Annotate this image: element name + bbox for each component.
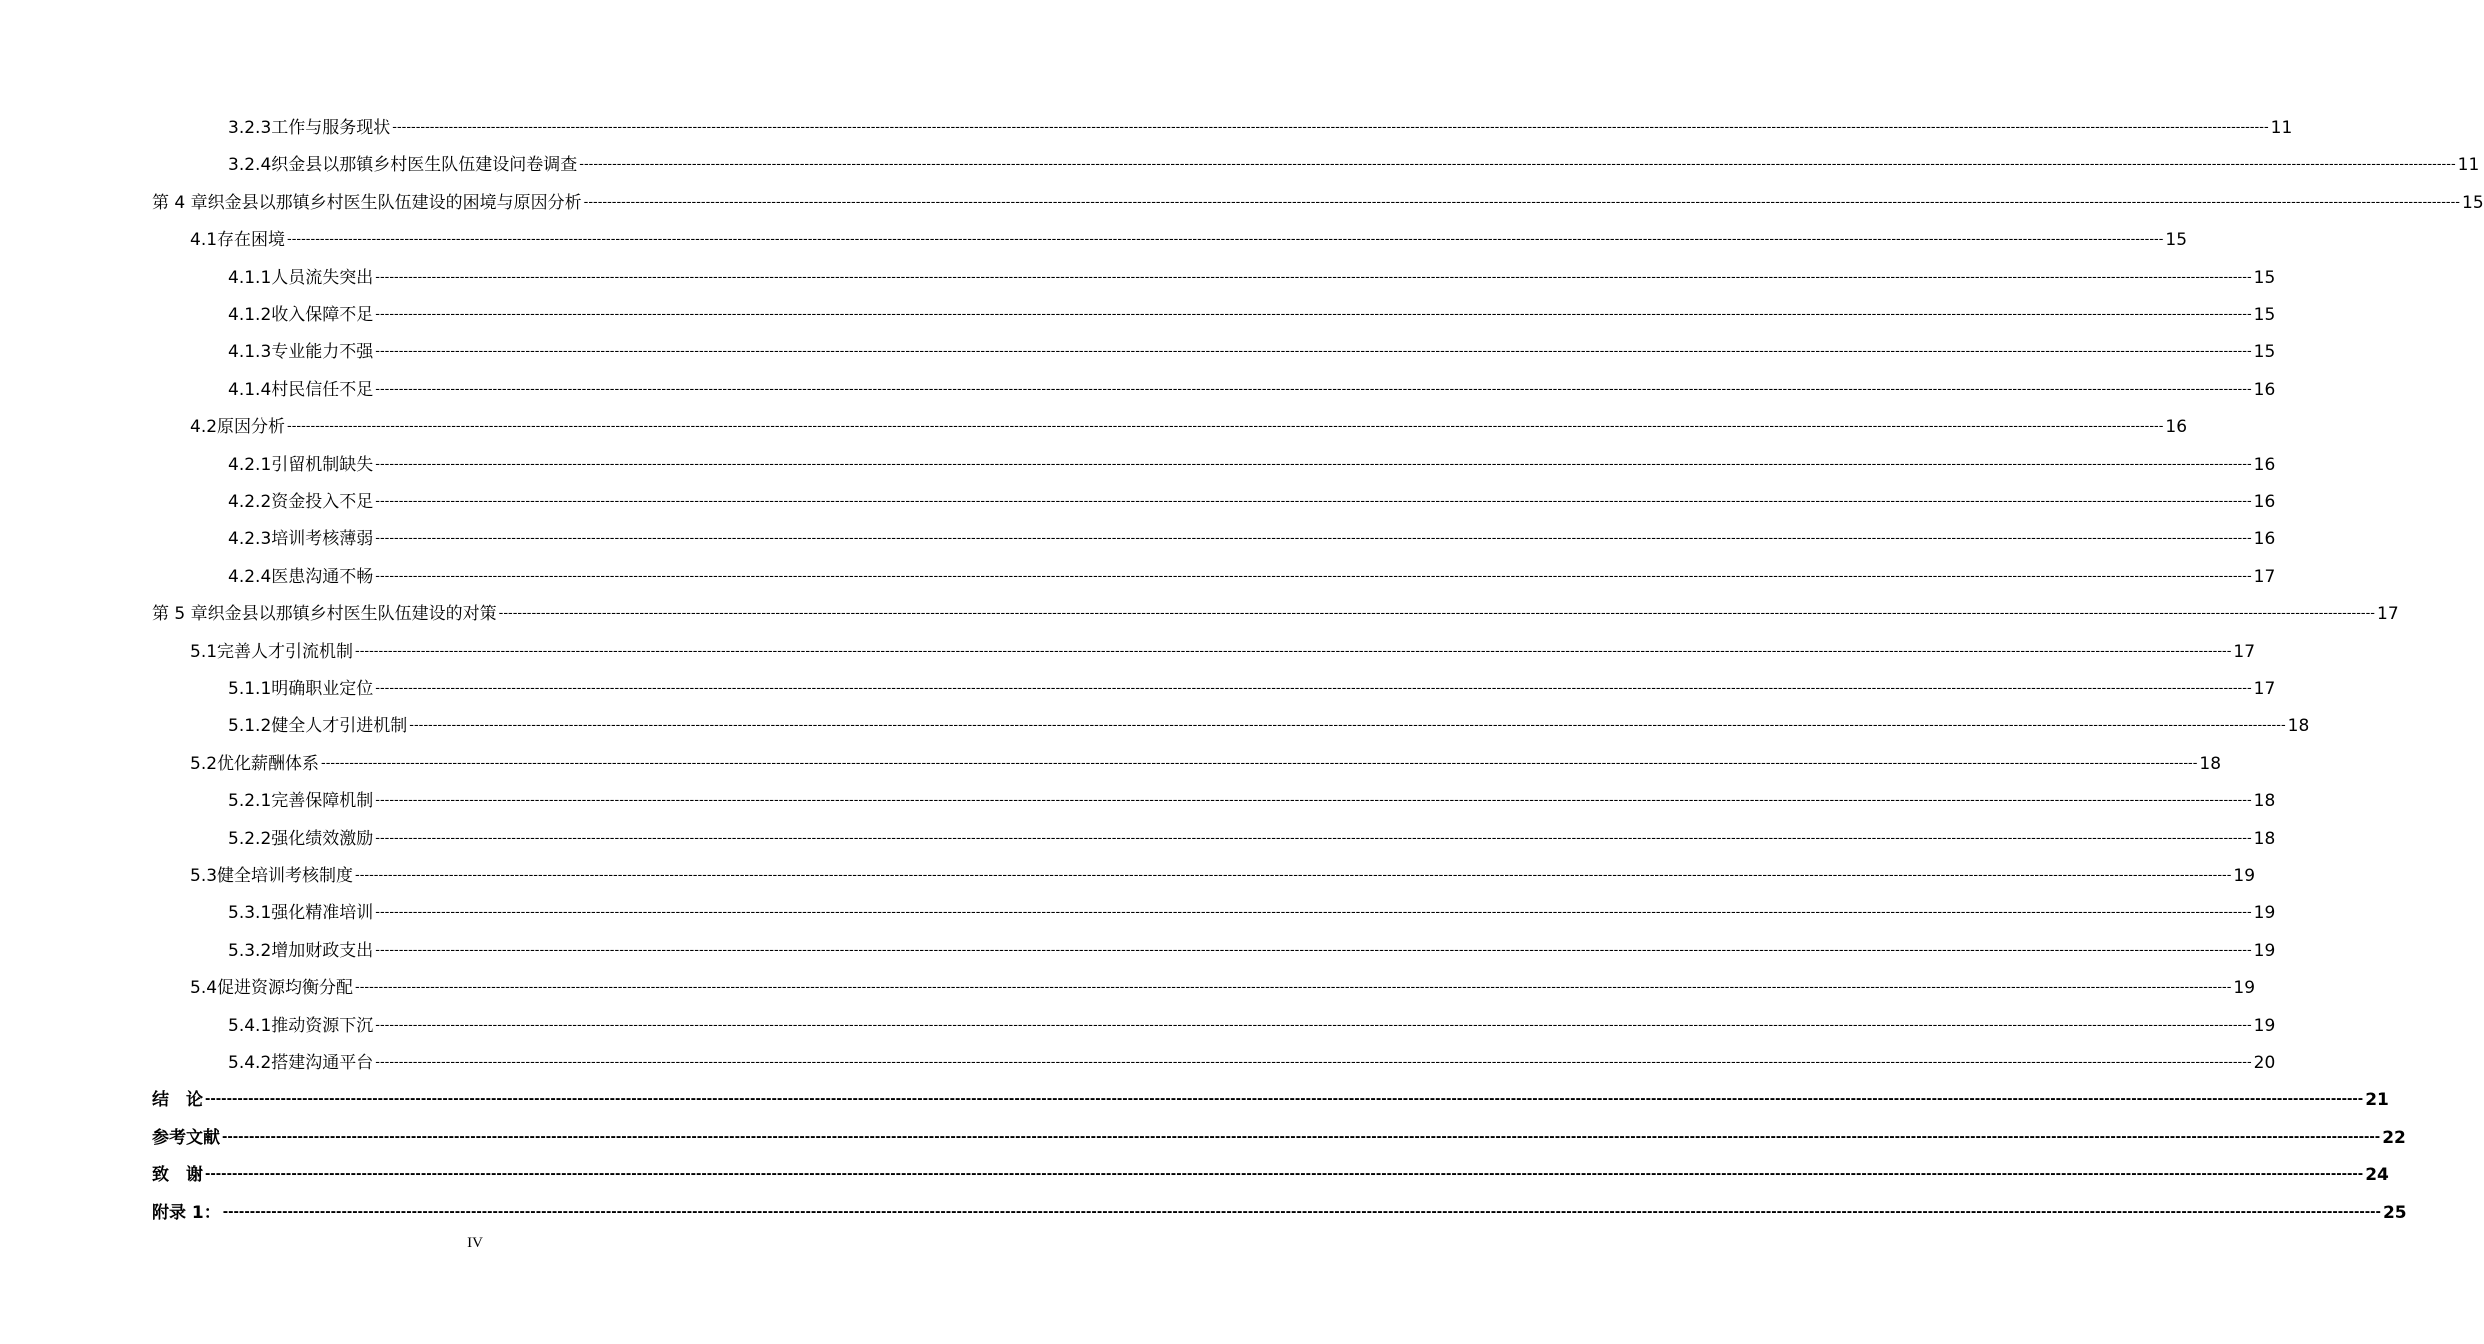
toc-leader-dashes: ----------------------------------------------------------------------------------------------------------------------------------------------------------------------------------------------------------------------------------------------------------------------------------------------------------------------------------------------------------------------------------------------------------------	[583, 194, 2460, 210]
toc-entry-page: 16	[2253, 492, 2276, 512]
toc-entry[interactable]	[228, 450, 2276, 480]
toc-entry-page: 15	[2462, 192, 2484, 213]
toc-entry[interactable]	[152, 1198, 2407, 1228]
toc-entry[interactable]	[190, 973, 2256, 1003]
toc-entry-number: 第 5 章	[152, 604, 208, 625]
toc-entry-title: 工作与服务现状	[271, 118, 391, 138]
toc-entry[interactable]	[152, 1085, 2389, 1115]
toc-entry-page: 18	[2199, 753, 2222, 774]
toc-leader-dashes: ----------------------------------------------------------------------------------------------------------------------------------------------------------------------------------------------------------------------------------------------------------------------------------------------------------------------------------------------------------------------------------------------------------------	[355, 980, 2232, 996]
toc-entry-title: 织金县以那镇乡村医生队伍建设的困境与原因分析	[207, 192, 582, 213]
toc-entry[interactable]	[190, 225, 2188, 255]
toc-entry-number: 5.1	[190, 641, 218, 662]
toc-leader-dashes: ----------------------------------------------------------------------------------------------------------------------------------------------------------------------------------------------------------------------------------------------------------------------------------------------------------------------------------------------------------------------------------------------------------------	[287, 232, 2164, 248]
toc-entry-title: 村民信任不足	[271, 379, 374, 400]
toc-entry-number: 4.1.2	[228, 305, 272, 325]
toc-entry-number: 5.2	[190, 753, 218, 774]
toc-entry-title: 强化绩效激励	[271, 828, 374, 849]
toc-entry[interactable]	[152, 1123, 2406, 1153]
toc-leader-dashes: ----------------------------------------------------------------------------------------------------------------------------------------------------------------------------------------------------------------------------------------------------------------------------------------------------------------------------------------------------------------------------------------------------------------	[205, 1092, 2364, 1108]
toc-entry-title: 织金县以那镇乡村医生队伍建设的对策	[207, 604, 497, 625]
toc-entry-page: 24	[2365, 1165, 2389, 1186]
toc-entry-title: 完善人才引流机制	[217, 641, 354, 662]
toc-entry-number: 5.4.2	[228, 1053, 272, 1073]
toc-leader-dashes: ----------------------------------------------------------------------------------------------------------------------------------------------------------------------------------------------------------------------------------------------------------------------------------------------------------------------------------------------------------------------------------------------------------------	[375, 568, 2252, 584]
toc-entry-title: 培训考核薄弱	[271, 529, 374, 550]
toc-entry[interactable]	[228, 936, 2276, 966]
toc-entry-title: 专业能力不强	[271, 342, 374, 363]
toc-entry-title: 明确职业定位	[271, 679, 374, 699]
toc-entry-number: 5.4	[190, 978, 218, 999]
toc-entry-title: 附录 1：	[152, 1202, 221, 1223]
toc-entry[interactable]	[228, 113, 2293, 143]
toc-entry[interactable]	[228, 300, 2276, 330]
toc-leader-dashes: ----------------------------------------------------------------------------------------------------------------------------------------------------------------------------------------------------------------------------------------------------------------------------------------------------------------------------------------------------------------------------------------------------------------	[392, 120, 2269, 135]
toc-entry[interactable]	[152, 599, 2399, 629]
toc-entry-number: 第 4 章	[152, 192, 208, 213]
toc-entry-page: 15	[2253, 305, 2276, 325]
toc-entry-title: 完善保障机制	[271, 791, 374, 812]
toc-entry-title: 引留机制缺失	[271, 454, 374, 475]
toc-leader-dashes: ----------------------------------------------------------------------------------------------------------------------------------------------------------------------------------------------------------------------------------------------------------------------------------------------------------------------------------------------------------------------------------------------------------------	[355, 643, 2232, 659]
toc-entry-page: 16	[2253, 379, 2276, 400]
toc-leader-dashes: ----------------------------------------------------------------------------------------------------------------------------------------------------------------------------------------------------------------------------------------------------------------------------------------------------------------------------------------------------------------------------------------------------------------	[355, 868, 2232, 883]
toc-entry-number: 4.2	[190, 417, 218, 438]
toc-entry[interactable]	[228, 263, 2276, 293]
toc-entry-number: 4.1.3	[228, 342, 272, 363]
toc-entry-number: 5.2.2	[228, 828, 272, 849]
toc-entry-page: 11	[2457, 155, 2480, 176]
toc-entry-title: 搭建沟通平台	[271, 1053, 374, 1073]
toc-leader-dashes: ----------------------------------------------------------------------------------------------------------------------------------------------------------------------------------------------------------------------------------------------------------------------------------------------------------------------------------------------------------------------------------------------------------------	[205, 1167, 2364, 1183]
toc-leader-dashes: ----------------------------------------------------------------------------------------------------------------------------------------------------------------------------------------------------------------------------------------------------------------------------------------------------------------------------------------------------------------------------------------------------------------	[375, 1055, 2252, 1070]
toc-entry-number: 5.2.1	[228, 791, 272, 812]
toc-entry-page: 16	[2165, 417, 2188, 438]
toc-leader-dashes: ----------------------------------------------------------------------------------------------------------------------------------------------------------------------------------------------------------------------------------------------------------------------------------------------------------------------------------------------------------------------------------------------------------------	[222, 1129, 2381, 1145]
toc-entry[interactable]	[228, 824, 2276, 854]
toc-entry-number: 4.2.4	[228, 566, 272, 587]
toc-entry-number: 4.2.3	[228, 529, 272, 550]
toc-entry[interactable]	[228, 786, 2276, 816]
toc-entry-page: 16	[2253, 454, 2276, 475]
toc-entry-page: 15	[2253, 267, 2276, 288]
toc-entry-number: 5.1.1	[228, 679, 272, 699]
toc-entry-page: 17	[2233, 641, 2256, 662]
toc-entry[interactable]	[228, 337, 2276, 367]
toc-entry-title: 优化薪酬体系	[217, 753, 320, 774]
toc-entry-number: 5.3	[190, 866, 218, 886]
toc-entry[interactable]	[190, 861, 2256, 891]
toc-entry-title: 健全人才引进机制	[271, 716, 408, 737]
toc-entry-page: 17	[2253, 679, 2276, 699]
toc-entry-title: 增加财政支出	[271, 940, 374, 961]
toc-entry-page: 16	[2253, 529, 2276, 550]
toc-leader-dashes: ----------------------------------------------------------------------------------------------------------------------------------------------------------------------------------------------------------------------------------------------------------------------------------------------------------------------------------------------------------------------------------------------------------------	[287, 419, 2164, 435]
toc-entry-page: 19	[2233, 866, 2256, 886]
toc-entry-title: 资金投入不足	[271, 492, 374, 512]
page-number-footer: IV	[467, 1235, 483, 1251]
toc-entry[interactable]	[228, 1048, 2276, 1078]
toc-entry[interactable]	[228, 375, 2276, 405]
toc-leader-dashes: ----------------------------------------------------------------------------------------------------------------------------------------------------------------------------------------------------------------------------------------------------------------------------------------------------------------------------------------------------------------------------------------------------------------	[375, 942, 2252, 958]
toc-entry[interactable]	[228, 487, 2276, 517]
toc-entry-title: 医患沟通不畅	[271, 566, 374, 587]
toc-entry[interactable]	[190, 637, 2256, 667]
toc-entry-title: 强化精准培训	[271, 903, 374, 924]
toc-leader-dashes: ----------------------------------------------------------------------------------------------------------------------------------------------------------------------------------------------------------------------------------------------------------------------------------------------------------------------------------------------------------------------------------------------------------------	[375, 456, 2252, 472]
toc-entry[interactable]	[152, 188, 2484, 218]
toc-entry-number: 5.1.2	[228, 716, 272, 737]
toc-entry-title: 收入保障不足	[271, 305, 374, 325]
toc-leader-dashes: ----------------------------------------------------------------------------------------------------------------------------------------------------------------------------------------------------------------------------------------------------------------------------------------------------------------------------------------------------------------------------------------------------------------	[375, 830, 2252, 846]
toc-entry-page: 15	[2253, 342, 2276, 363]
toc-entry[interactable]	[190, 412, 2188, 442]
toc-leader-dashes: ----------------------------------------------------------------------------------------------------------------------------------------------------------------------------------------------------------------------------------------------------------------------------------------------------------------------------------------------------------------------------------------------------------------	[375, 307, 2252, 322]
toc-entry-title: 原因分析	[217, 417, 286, 438]
toc-entry-number: 4.1	[190, 230, 218, 251]
toc-entry-number: 5.3.2	[228, 940, 272, 961]
toc-entry-title: 致 谢	[152, 1165, 203, 1186]
toc-entry[interactable]	[228, 674, 2276, 704]
toc-leader-dashes: ----------------------------------------------------------------------------------------------------------------------------------------------------------------------------------------------------------------------------------------------------------------------------------------------------------------------------------------------------------------------------------------------------------------	[375, 494, 2252, 509]
toc-entry-page: 17	[2253, 566, 2276, 587]
toc-leader-dashes: ----------------------------------------------------------------------------------------------------------------------------------------------------------------------------------------------------------------------------------------------------------------------------------------------------------------------------------------------------------------------------------------------------------------	[375, 793, 2252, 809]
toc-leader-dashes: ----------------------------------------------------------------------------------------------------------------------------------------------------------------------------------------------------------------------------------------------------------------------------------------------------------------------------------------------------------------------------------------------------------------	[375, 1017, 2252, 1033]
toc-entry-page: 20	[2253, 1053, 2276, 1073]
toc-entry-page: 19	[2253, 903, 2276, 924]
toc-leader-dashes: ----------------------------------------------------------------------------------------------------------------------------------------------------------------------------------------------------------------------------------------------------------------------------------------------------------------------------------------------------------------------------------------------------------------	[579, 157, 2456, 173]
toc-entry-page: 18	[2287, 716, 2310, 737]
toc-entry-page: 18	[2253, 791, 2276, 812]
toc-leader-dashes: ----------------------------------------------------------------------------------------------------------------------------------------------------------------------------------------------------------------------------------------------------------------------------------------------------------------------------------------------------------------------------------------------------------------	[375, 381, 2252, 397]
toc-entry-page: 22	[2382, 1127, 2406, 1148]
toc-entry-page: 11	[2270, 118, 2293, 138]
toc-leader-dashes: ----------------------------------------------------------------------------------------------------------------------------------------------------------------------------------------------------------------------------------------------------------------------------------------------------------------------------------------------------------------------------------------------------------------	[375, 681, 2252, 696]
toc-entry-number: 5.4.1	[228, 1015, 272, 1036]
toc-entry-number: 3.2.4	[228, 155, 272, 176]
toc-entry-page: 19	[2253, 940, 2276, 961]
toc-leader-dashes: ----------------------------------------------------------------------------------------------------------------------------------------------------------------------------------------------------------------------------------------------------------------------------------------------------------------------------------------------------------------------------------------------------------------	[409, 718, 2286, 734]
toc-entry-page: 21	[2365, 1090, 2389, 1111]
toc-entry-title: 推动资源下沉	[271, 1015, 374, 1036]
toc-leader-dashes: ----------------------------------------------------------------------------------------------------------------------------------------------------------------------------------------------------------------------------------------------------------------------------------------------------------------------------------------------------------------------------------------------------------------	[321, 755, 2198, 771]
toc-entry[interactable]	[228, 562, 2276, 592]
toc-leader-dashes: ----------------------------------------------------------------------------------------------------------------------------------------------------------------------------------------------------------------------------------------------------------------------------------------------------------------------------------------------------------------------------------------------------------------	[375, 531, 2252, 547]
toc-entry[interactable]	[228, 150, 2480, 180]
toc-entry-number: 4.1.4	[228, 379, 272, 400]
toc-entry-title: 存在困境	[217, 230, 286, 251]
toc-entry-page: 25	[2382, 1202, 2407, 1223]
toc-entry-title: 人员流失突出	[271, 267, 374, 288]
toc-entry-title: 织金县以那镇乡村医生队伍建设问卷调查	[271, 155, 578, 176]
toc-leader-dashes: ----------------------------------------------------------------------------------------------------------------------------------------------------------------------------------------------------------------------------------------------------------------------------------------------------------------------------------------------------------------------------------------------------------------	[375, 269, 2252, 285]
toc-entry-number: 4.2.2	[228, 492, 272, 512]
toc-entry-number: 4.2.1	[228, 454, 272, 475]
toc-entry[interactable]	[228, 1011, 2276, 1041]
toc-entry-page: 17	[2377, 604, 2399, 625]
toc-entry-page: 19	[2233, 978, 2256, 999]
toc-entry-page: 15	[2165, 230, 2188, 251]
toc-entry-number: 5.3.1	[228, 903, 272, 924]
toc-entry-title: 促进资源均衡分配	[217, 978, 354, 999]
toc-entry[interactable]	[152, 1160, 2389, 1190]
toc-leader-dashes: ----------------------------------------------------------------------------------------------------------------------------------------------------------------------------------------------------------------------------------------------------------------------------------------------------------------------------------------------------------------------------------------------------------------	[375, 905, 2252, 921]
toc-entry[interactable]	[228, 524, 2276, 554]
toc-entry-page: 18	[2253, 828, 2276, 849]
toc-entry-number: 4.1.1	[228, 267, 272, 288]
toc-leader-dashes: ----------------------------------------------------------------------------------------------------------------------------------------------------------------------------------------------------------------------------------------------------------------------------------------------------------------------------------------------------------------------------------------------------------------	[375, 344, 2252, 360]
toc-entry-title: 健全培训考核制度	[217, 866, 354, 886]
toc-entry-number: 3.2.3	[228, 118, 272, 138]
toc-entry-title: 结 论	[152, 1090, 203, 1111]
toc-leader-dashes: ----------------------------------------------------------------------------------------------------------------------------------------------------------------------------------------------------------------------------------------------------------------------------------------------------------------------------------------------------------------------------------------------------------------	[498, 606, 2375, 622]
toc-leader-dashes: ----------------------------------------------------------------------------------------------------------------------------------------------------------------------------------------------------------------------------------------------------------------------------------------------------------------------------------------------------------------------------------------------------------------	[222, 1204, 2381, 1220]
toc-entry-page: 19	[2253, 1015, 2276, 1036]
toc-entry[interactable]	[190, 749, 2222, 779]
toc-entry[interactable]	[228, 711, 2310, 741]
toc-entry-title: 参考文献	[152, 1127, 220, 1148]
toc-entry[interactable]	[228, 898, 2276, 928]
